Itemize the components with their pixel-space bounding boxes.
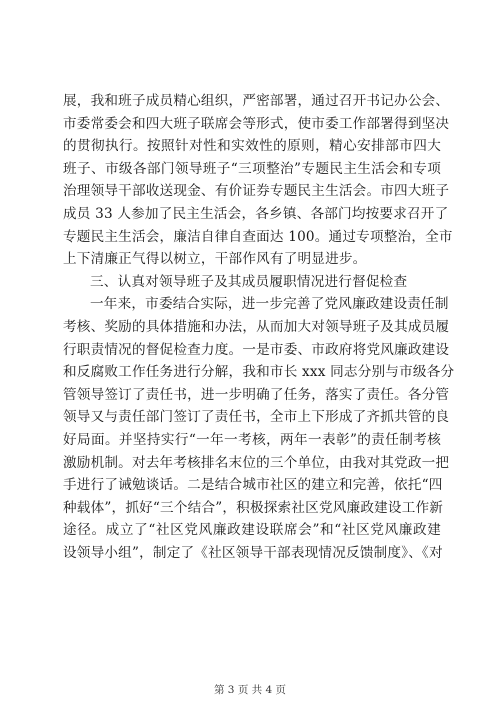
body-line: 班子、市级各部门领导班子“三项整治”专题民主生活会和专项 <box>63 160 441 177</box>
body-line: 专题民主生活会，廉洁自律自查面达 100。通过专项整治，全市 <box>63 228 453 245</box>
body-line: 考核、奖励的具体措施和办法，从而加大对领导班子及其成员履 <box>63 318 450 335</box>
body-line: 展，我和班子成员精心组织，严密部署，通过召开书记办公会、 <box>63 93 450 109</box>
body-line: 激励机制。对去年考核排名末位的三个单位，由我对其党政一把 <box>63 454 450 471</box>
body-line: 的贯彻执行。按照针对性和实效性的原则，精心安排部市四大 <box>63 138 441 155</box>
page-footer: 第 3 页 共 4 页 <box>213 684 287 696</box>
body-line: 管领导签订了责任书，进一步明确了任务，落实了责任。各分管 <box>63 386 450 403</box>
document-body <box>63 90 455 564</box>
body-line: 上下清廉正气得以树立，干部作风有了明显进步。 <box>63 251 367 268</box>
body-line: 领导又与责任部门签订了责任书，全市上下形成了齐抓共管的良 <box>63 409 450 426</box>
body-line: 好局面。并坚持实行“一年一考核，两年一表彰”的责任制考核 <box>63 431 441 448</box>
body-line: 途径。成立了“社区党风廉政建设联席会”和“社区党风廉政建 <box>63 522 441 539</box>
body-line: 设领导小组”，制定了《社区领导干部表现情况反馈制度》、《对 <box>63 544 443 561</box>
body-line: 手进行了诫勉谈话。二是结合城市社区的建立和完善，依托“四 <box>63 477 443 494</box>
section-heading: 三、认真对领导班子及其成员履职情况进行督促检查 <box>90 273 408 290</box>
body-line: 行职责情况的督促检查力度。一是市委、市政府将党风廉政建设 <box>63 341 450 358</box>
body-line: 市委常委会和四大班子联席会等形式，使市委工作部署得到坚决 <box>63 115 450 132</box>
body-line: 治理领导干部收送现金、有价证券专题民主生活会。市四大班子 <box>63 183 450 200</box>
body-line: 成员 33 人参加了民主生活会，各乡镇、各部门均按要求召开了 <box>63 205 449 222</box>
body-line: 种载体”，抓好“三个结合”，积极探索社区党风廉政建设工作新 <box>63 499 444 516</box>
body-line: 一年来，市委结合实际，进一步完善了党风廉政建设责任制 <box>90 296 449 313</box>
body-line: 和反腐败工作任务进行分解，我和市长 xxx 同志分别与市级各分 <box>63 364 455 381</box>
